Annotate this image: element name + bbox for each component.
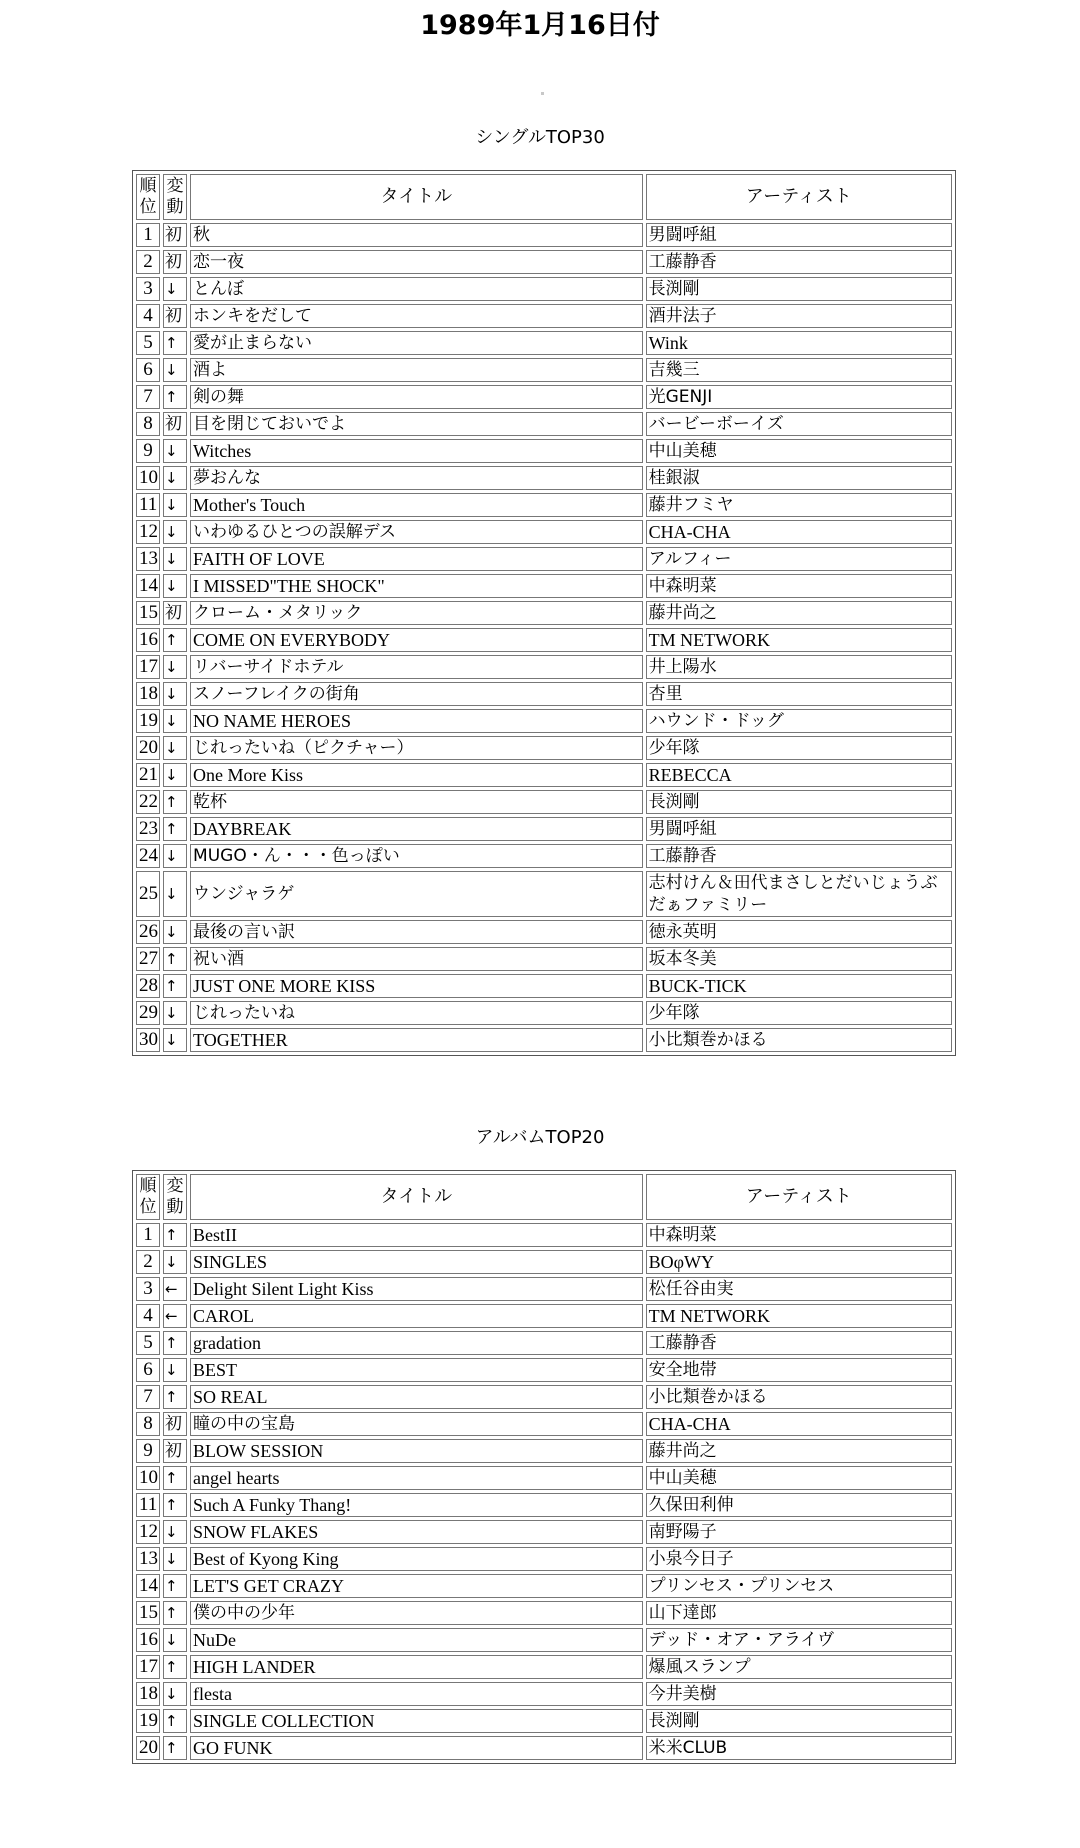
singles-body [136, 223, 952, 1052]
change-cell: ↓ [163, 736, 187, 760]
rank-cell: 24 [136, 844, 160, 868]
table-header-row [136, 1174, 952, 1220]
artist-cell: 中山美穂 [646, 1466, 952, 1490]
table-row [136, 1466, 952, 1490]
title-cell: Delight Silent Light Kiss [190, 1277, 643, 1301]
singles-heading: シングルTOP30 [475, 127, 605, 148]
rank-cell: 4 [136, 304, 160, 328]
table-row [136, 250, 952, 274]
change-cell: ↓ [163, 493, 187, 517]
title-cell: とんぼ [190, 277, 643, 301]
rank-cell: 13 [136, 547, 160, 571]
title-cell: いわゆるひとつの誤解デス [190, 520, 643, 544]
artist-cell: 小泉今日子 [646, 1547, 952, 1571]
change-cell: ↑ [163, 331, 187, 355]
change-cell: ↓ [163, 466, 187, 490]
artist-cell: 工藤静香 [646, 1331, 952, 1355]
rank-cell: 9 [136, 1439, 160, 1463]
change-cell: ↓ [163, 439, 187, 463]
rank-cell: 13 [136, 1547, 160, 1571]
rank-cell: 5 [136, 331, 160, 355]
change-cell: ↑ [163, 947, 187, 971]
table-row [136, 1277, 952, 1301]
table-row [136, 974, 952, 998]
albums-body [136, 1223, 952, 1760]
rank-cell: 10 [136, 466, 160, 490]
artist-header: アーティスト [646, 1174, 952, 1220]
title-cell: 秋 [190, 223, 643, 247]
albums-table [132, 1170, 956, 1764]
title-cell: ホンキをだして [190, 304, 643, 328]
table-row [136, 223, 952, 247]
rank-cell: 11 [136, 1493, 160, 1517]
table-row [136, 1709, 952, 1733]
rank-cell: 22 [136, 790, 160, 814]
table-row [136, 601, 952, 625]
table-row [136, 1358, 952, 1382]
table-row [136, 1520, 952, 1544]
table-row [136, 277, 952, 301]
title-cell: flesta [190, 1682, 643, 1706]
rank-cell: 19 [136, 709, 160, 733]
artist-cell: 少年隊 [646, 736, 952, 760]
rank-cell: 7 [136, 1385, 160, 1409]
artist-cell: CHA-CHA [646, 520, 952, 544]
table-row [136, 871, 952, 917]
artist-cell: 中森明菜 [646, 574, 952, 598]
rank-header: 順位 [136, 174, 160, 220]
rank-cell: 11 [136, 493, 160, 517]
rank-cell: 21 [136, 763, 160, 787]
title-cell: SINGLES [190, 1250, 643, 1274]
title-cell: 僕の中の少年 [190, 1601, 643, 1625]
rank-cell: 8 [136, 412, 160, 436]
rank-cell: 20 [136, 736, 160, 760]
rank-cell: 7 [136, 385, 160, 409]
artist-cell: 少年隊 [646, 1001, 952, 1025]
artist-cell: 男闘呼組 [646, 817, 952, 841]
rank-cell: 5 [136, 1331, 160, 1355]
change-cell: ↓ [163, 655, 187, 679]
title-cell: I MISSED"THE SHOCK" [190, 574, 643, 598]
title-cell: BEST [190, 1358, 643, 1382]
table-row [136, 947, 952, 971]
title-cell: FAITH OF LOVE [190, 547, 643, 571]
title-cell: SNOW FLAKES [190, 1520, 643, 1544]
table-row [136, 1574, 952, 1598]
artist-cell: 米米CLUB [646, 1736, 952, 1760]
rank-cell: 28 [136, 974, 160, 998]
rank-cell: 25 [136, 871, 160, 917]
change-cell: ↓ [163, 1520, 187, 1544]
change-header: 変動 [163, 174, 187, 220]
rank-cell: 8 [136, 1412, 160, 1436]
title-cell: じれったいね（ピクチャー） [190, 736, 643, 760]
rank-cell: 16 [136, 1628, 160, 1652]
title-cell: 乾杯 [190, 790, 643, 814]
title-cell: Such A Funky Thang! [190, 1493, 643, 1517]
rank-cell: 15 [136, 601, 160, 625]
change-cell: ↓ [163, 871, 187, 917]
title-cell: スノーフレイクの街角 [190, 682, 643, 706]
artist-cell: Wink [646, 331, 952, 355]
change-cell: ↓ [163, 1628, 187, 1652]
title-cell: NuDe [190, 1628, 643, 1652]
rank-cell: 26 [136, 920, 160, 944]
artist-cell: 工藤静香 [646, 250, 952, 274]
title-cell: 剣の舞 [190, 385, 643, 409]
table-row [136, 574, 952, 598]
title-cell: angel hearts [190, 1466, 643, 1490]
change-cell: ↓ [163, 1001, 187, 1025]
change-cell: ↑ [163, 1655, 187, 1679]
artist-cell: 志村けん＆田代まさしとだいじょうぶだぁファミリー [646, 871, 952, 917]
table-row [136, 304, 952, 328]
table-row [136, 682, 952, 706]
change-cell: ↑ [163, 1331, 187, 1355]
change-cell: ↓ [163, 1682, 187, 1706]
rank-cell: 3 [136, 1277, 160, 1301]
artist-cell: デッド・オア・アライヴ [646, 1628, 952, 1652]
table-row [136, 1601, 952, 1625]
rank-cell: 6 [136, 1358, 160, 1382]
rank-cell: 16 [136, 628, 160, 652]
decorative-dot [541, 92, 544, 95]
table-row [136, 655, 952, 679]
change-cell: ↓ [163, 709, 187, 733]
artist-cell: 中森明菜 [646, 1223, 952, 1247]
rank-header: 順位 [136, 1174, 160, 1220]
title-cell: 祝い酒 [190, 947, 643, 971]
table-row [136, 1547, 952, 1571]
artist-cell: 工藤静香 [646, 844, 952, 868]
title-cell: クローム・メタリック [190, 601, 643, 625]
artist-cell: バービーボーイズ [646, 412, 952, 436]
title-cell: 愛が止まらない [190, 331, 643, 355]
rank-cell: 17 [136, 655, 160, 679]
artist-cell: 久保田利伸 [646, 1493, 952, 1517]
title-cell: DAYBREAK [190, 817, 643, 841]
title-cell: Mother's Touch [190, 493, 643, 517]
rank-cell: 14 [136, 574, 160, 598]
artist-cell: 光GENJI [646, 385, 952, 409]
rank-cell: 20 [136, 1736, 160, 1760]
change-cell: ↓ [163, 1028, 187, 1052]
artist-cell: REBECCA [646, 763, 952, 787]
artist-cell: BUCK-TICK [646, 974, 952, 998]
table-row [136, 1001, 952, 1025]
change-cell: ↓ [163, 574, 187, 598]
artist-cell: 爆風スランプ [646, 1655, 952, 1679]
page-title: 1989年1月16日付 [420, 10, 660, 41]
artist-cell: 小比類巻かほる [646, 1385, 952, 1409]
table-row [136, 1628, 952, 1652]
table-row [136, 520, 952, 544]
change-cell: ↓ [163, 1250, 187, 1274]
change-cell: ↑ [163, 974, 187, 998]
title-cell: NO NAME HEROES [190, 709, 643, 733]
table-row [136, 736, 952, 760]
table-row [136, 920, 952, 944]
artist-cell: 長渕剛 [646, 790, 952, 814]
table-row [136, 1331, 952, 1355]
rank-cell: 27 [136, 947, 160, 971]
change-cell: ← [163, 1304, 187, 1328]
table-row [136, 1439, 952, 1463]
change-cell: 初 [163, 223, 187, 247]
table-row [136, 1250, 952, 1274]
albums-heading: アルバムTOP20 [475, 1127, 605, 1148]
rank-cell: 2 [136, 250, 160, 274]
change-cell: 初 [163, 412, 187, 436]
rank-cell: 1 [136, 223, 160, 247]
change-cell: ↑ [163, 628, 187, 652]
table-row [136, 709, 952, 733]
title-cell: JUST ONE MORE KISS [190, 974, 643, 998]
table-row [136, 331, 952, 355]
title-cell: LET'S GET CRAZY [190, 1574, 643, 1598]
rank-cell: 29 [136, 1001, 160, 1025]
change-cell: 初 [163, 1439, 187, 1463]
rank-cell: 2 [136, 1250, 160, 1274]
table-row [136, 1223, 952, 1247]
title-cell: gradation [190, 1331, 643, 1355]
table-row [136, 1028, 952, 1052]
artist-cell: 坂本冬美 [646, 947, 952, 971]
rank-cell: 30 [136, 1028, 160, 1052]
table-row [136, 466, 952, 490]
rank-cell: 19 [136, 1709, 160, 1733]
title-header: タイトル [190, 174, 643, 220]
artist-cell: 酒井法子 [646, 304, 952, 328]
change-cell: ↑ [163, 385, 187, 409]
title-header: タイトル [190, 1174, 643, 1220]
artist-cell: 今井美樹 [646, 1682, 952, 1706]
table-header-row [136, 174, 952, 220]
artist-cell: アルフィー [646, 547, 952, 571]
change-cell: ↑ [163, 1385, 187, 1409]
artist-cell: 長渕剛 [646, 277, 952, 301]
table-row [136, 1493, 952, 1517]
title-cell: BestII [190, 1223, 643, 1247]
title-cell: じれったいね [190, 1001, 643, 1025]
title-cell: TOGETHER [190, 1028, 643, 1052]
artist-cell: 長渕剛 [646, 1709, 952, 1733]
artist-cell: 井上陽水 [646, 655, 952, 679]
rank-cell: 10 [136, 1466, 160, 1490]
rank-cell: 18 [136, 682, 160, 706]
table-row [136, 412, 952, 436]
table-row [136, 439, 952, 463]
artist-cell: BOφWY [646, 1250, 952, 1274]
table-row [136, 493, 952, 517]
rank-cell: 17 [136, 1655, 160, 1679]
table-row [136, 1412, 952, 1436]
title-cell: CAROL [190, 1304, 643, 1328]
artist-cell: 藤井尚之 [646, 1439, 952, 1463]
change-cell: ↓ [163, 1547, 187, 1571]
change-cell: ↑ [163, 1709, 187, 1733]
title-cell: 目を閉じておいでよ [190, 412, 643, 436]
change-cell: ↓ [163, 358, 187, 382]
artist-cell: 藤井尚之 [646, 601, 952, 625]
change-cell: ↑ [163, 1601, 187, 1625]
change-cell: 初 [163, 601, 187, 625]
artist-header: アーティスト [646, 174, 952, 220]
title-cell: 最後の言い訳 [190, 920, 643, 944]
artist-cell: ハウンド・ドッグ [646, 709, 952, 733]
singles-table [132, 170, 956, 1056]
artist-cell: TM NETWORK [646, 1304, 952, 1328]
title-cell: SO REAL [190, 1385, 643, 1409]
change-cell: ↓ [163, 844, 187, 868]
title-cell: SINGLE COLLECTION [190, 1709, 643, 1733]
title-cell: GO FUNK [190, 1736, 643, 1760]
change-cell: ↓ [163, 547, 187, 571]
table-row [136, 763, 952, 787]
rank-cell: 12 [136, 1520, 160, 1544]
table-row [136, 1682, 952, 1706]
change-cell: 初 [163, 250, 187, 274]
title-cell: Best of Kyong King [190, 1547, 643, 1571]
table-row [136, 385, 952, 409]
artist-cell: 山下達郎 [646, 1601, 952, 1625]
table-row [136, 1304, 952, 1328]
artist-cell: 徳永英明 [646, 920, 952, 944]
title-cell: 恋一夜 [190, 250, 643, 274]
artist-cell: 男闘呼組 [646, 223, 952, 247]
table-row [136, 844, 952, 868]
artist-cell: CHA-CHA [646, 1412, 952, 1436]
title-cell: HIGH LANDER [190, 1655, 643, 1679]
table-row [136, 817, 952, 841]
table-row [136, 547, 952, 571]
artist-cell: 小比類巻かほる [646, 1028, 952, 1052]
artist-cell: 安全地帯 [646, 1358, 952, 1382]
title-cell: COME ON EVERYBODY [190, 628, 643, 652]
change-cell: ↑ [163, 1736, 187, 1760]
table-row [136, 1655, 952, 1679]
rank-cell: 4 [136, 1304, 160, 1328]
change-cell: ↑ [163, 1574, 187, 1598]
rank-cell: 3 [136, 277, 160, 301]
title-cell: MUGO・ん・・・色っぽい [190, 844, 643, 868]
artist-cell: 中山美穂 [646, 439, 952, 463]
rank-cell: 12 [136, 520, 160, 544]
change-cell: ↓ [163, 277, 187, 301]
title-cell: リバーサイドホテル [190, 655, 643, 679]
artist-cell: 吉幾三 [646, 358, 952, 382]
title-cell: Witches [190, 439, 643, 463]
change-cell: 初 [163, 1412, 187, 1436]
table-row [136, 628, 952, 652]
rank-cell: 14 [136, 1574, 160, 1598]
title-cell: 瞳の中の宝島 [190, 1412, 643, 1436]
table-row [136, 1736, 952, 1760]
table-row [136, 790, 952, 814]
change-cell: 初 [163, 304, 187, 328]
title-cell: ウンジャラゲ [190, 871, 643, 917]
change-header: 変動 [163, 1174, 187, 1220]
table-row [136, 358, 952, 382]
change-cell: ↑ [163, 1493, 187, 1517]
artist-cell: 杏里 [646, 682, 952, 706]
change-cell: ← [163, 1277, 187, 1301]
rank-cell: 9 [136, 439, 160, 463]
rank-cell: 1 [136, 1223, 160, 1247]
change-cell: ↓ [163, 520, 187, 544]
artist-cell: 南野陽子 [646, 1520, 952, 1544]
change-cell: ↑ [163, 790, 187, 814]
artist-cell: TM NETWORK [646, 628, 952, 652]
rank-cell: 15 [136, 1601, 160, 1625]
change-cell: ↑ [163, 817, 187, 841]
rank-cell: 6 [136, 358, 160, 382]
table-row [136, 1385, 952, 1409]
title-cell: One More Kiss [190, 763, 643, 787]
change-cell: ↓ [163, 763, 187, 787]
change-cell: ↑ [163, 1466, 187, 1490]
rank-cell: 23 [136, 817, 160, 841]
title-cell: 夢おんな [190, 466, 643, 490]
artist-cell: 桂銀淑 [646, 466, 952, 490]
change-cell: ↓ [163, 1358, 187, 1382]
change-cell: ↓ [163, 682, 187, 706]
title-cell: 酒よ [190, 358, 643, 382]
change-cell: ↑ [163, 1223, 187, 1247]
title-cell: BLOW SESSION [190, 1439, 643, 1463]
rank-cell: 18 [136, 1682, 160, 1706]
artist-cell: 藤井フミヤ [646, 493, 952, 517]
artist-cell: プリンセス・プリンセス [646, 1574, 952, 1598]
change-cell: ↓ [163, 920, 187, 944]
artist-cell: 松任谷由実 [646, 1277, 952, 1301]
